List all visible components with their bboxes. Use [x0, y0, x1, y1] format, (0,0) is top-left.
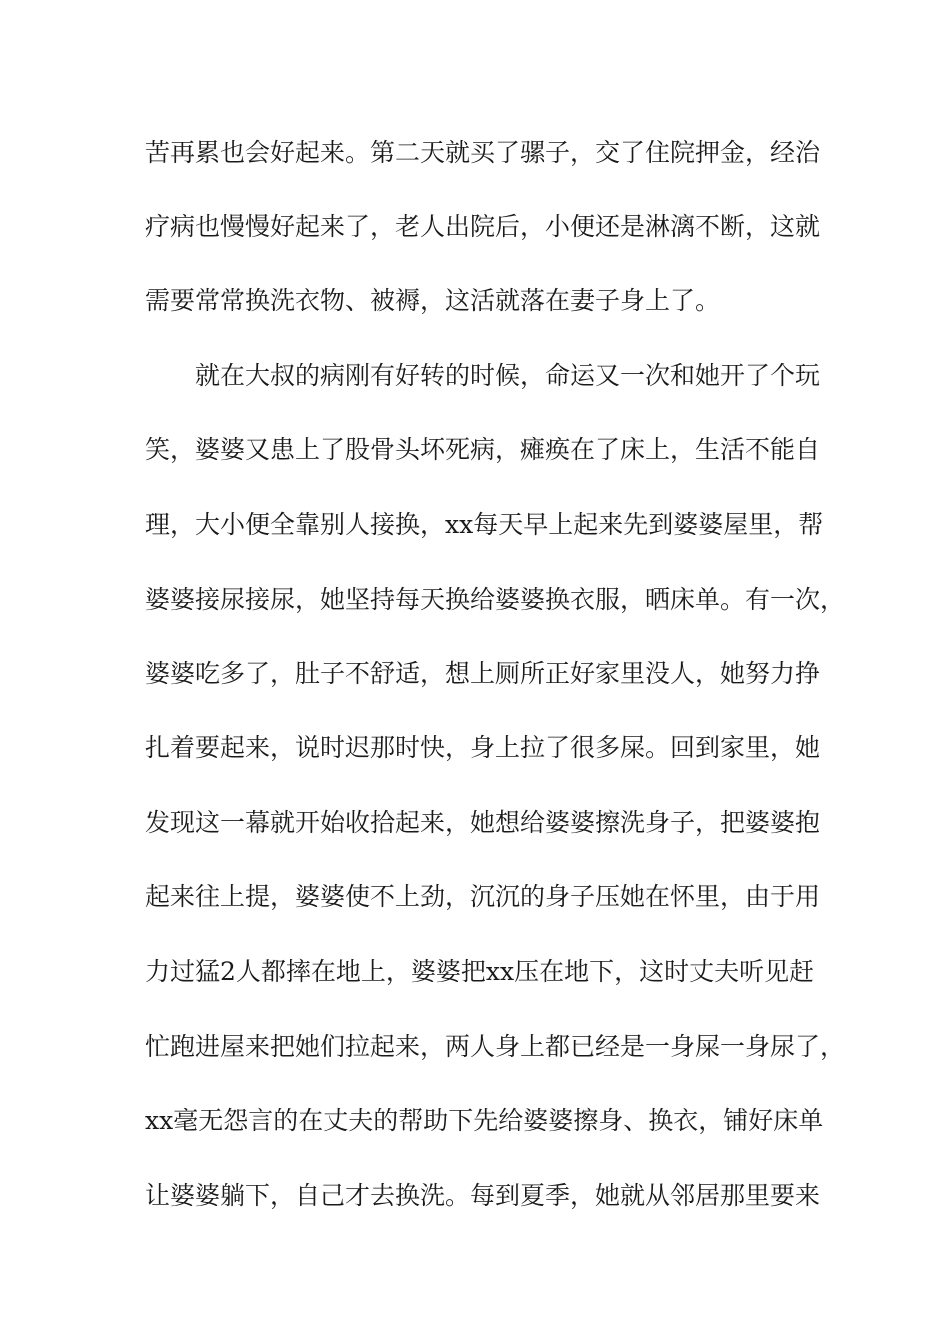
text-line: xx毫无怨言的在丈夫的帮助下先给婆婆擦身、换衣，铺好床单 — [145, 1106, 824, 1135]
text-line: 力过猛2人都摔在地上，婆婆把xx压在地下，这时丈夫听见赶 — [145, 957, 815, 986]
text-line: 发现这一幕就开始收拾起来，她想给婆婆擦洗身子，把婆婆抱 — [145, 808, 821, 837]
paragraph-first-line: 就在大叔的病刚有好转的时候，命运又一次和她开了个玩 — [195, 361, 821, 390]
text-line: 婆婆吃多了，肚子不舒适，想上厕所正好家里没人，她努力挣 — [145, 659, 821, 688]
text-line: 婆婆接尿接尿，她坚持每天换给婆婆换衣服，晒床单。有一次， — [145, 585, 846, 614]
text-line: 忙跑进屋来把她们拉起来，两人身上都已经是一身屎一身尿了， — [145, 1032, 846, 1061]
text-line: 苦再累也会好起来。第二天就买了骡子，交了住院押金，经治 — [145, 138, 821, 167]
text-line: 扎着要起来，说时迟那时快，身上拉了很多屎。回到家里，她 — [145, 733, 821, 762]
text-line: 笑，婆婆又患上了股骨头坏死病，瘫痪在了床上，生活不能自 — [145, 435, 821, 464]
text-line: 让婆婆躺下，自己才去换洗。每到夏季，她就从邻居那里要来 — [145, 1181, 821, 1210]
text-line: 疗病也慢慢好起来了，老人出院后，小便还是淋漓不断，这就 — [145, 212, 821, 241]
text-line: 理，大小便全靠别人接换，xx每天早上起来先到婆婆屋里，帮 — [145, 510, 824, 539]
text-line: 起来往上提，婆婆使不上劲，沉沉的身子压她在怀里，由于用 — [145, 882, 821, 911]
text-line: 需要常常换洗衣物、被褥，这活就落在妻子身上了。 — [145, 286, 721, 315]
